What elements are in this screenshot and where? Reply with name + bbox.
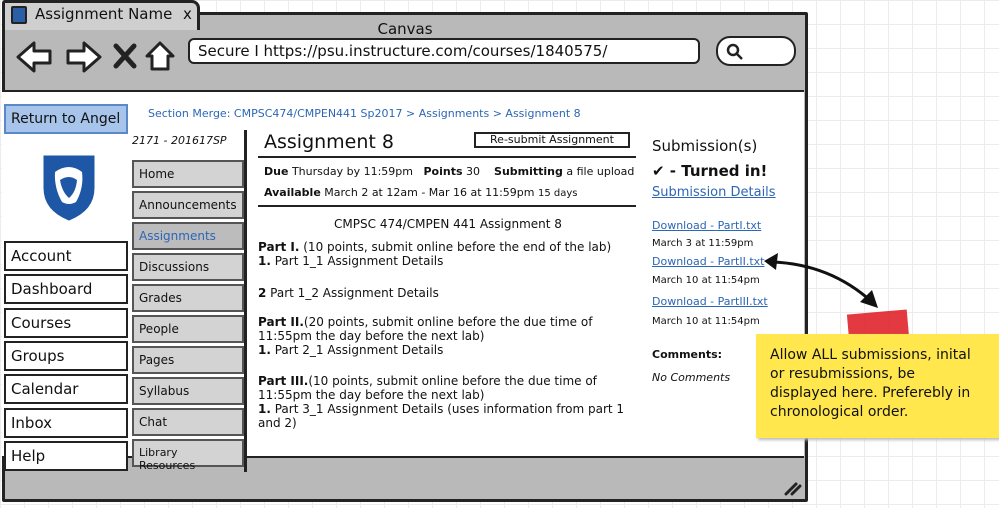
part-2-item-num: 1. [258,343,271,357]
back-arrow-icon[interactable] [16,40,54,74]
nav-groups[interactable]: Groups [4,341,128,371]
part-2-label: Part II. [258,315,304,329]
part-3 [258,374,638,430]
part-1 [258,240,638,268]
window-title: Canvas [377,20,433,38]
due-label: Due [264,165,289,178]
turned-in-status: ✔ - Turned in! [652,162,768,180]
course-nav-syllabus[interactable]: Syllabus [132,377,244,405]
available-value: March 2 at 12am - Mar 16 at 11:59pm [324,186,535,199]
browser-tab[interactable] [2,0,200,30]
resize-grip-icon[interactable] [782,480,802,496]
assignment-available-row [264,186,578,199]
browser-search-field[interactable] [716,36,796,66]
points-value: 30 [466,165,481,178]
submitting-label: Submitting [494,165,563,178]
course-nav-divider [244,130,247,472]
part-3-item: Part 3_1 Assignment Details (uses information from part 1 and 2) [258,402,625,430]
forward-arrow-icon[interactable] [64,40,102,74]
resubmit-assignment-button[interactable]: Re-submit Assignment [474,132,630,148]
comments-label: Comments: [652,348,723,361]
nav-inbox[interactable]: Inbox [4,408,128,438]
url-bar[interactable]: Secure I https://psu.instructure.com/courses/1840575/ [188,38,700,64]
download-part2-date: March 10 at 11:54pm [652,275,760,286]
course-nav-discussions[interactable]: Discussions [132,253,244,281]
search-icon [726,43,744,61]
nav-account[interactable]: Account [4,241,128,271]
part-1-2-num: 2 [258,286,267,300]
course-nav-pages[interactable]: Pages [132,346,244,374]
annotation-arrow [760,250,890,320]
download-part1-link[interactable]: Download - PartI.txt [652,219,762,232]
part-1-label: Part I. [258,240,300,254]
download-part3-link[interactable]: Download - PartIII.txt [652,295,768,308]
title-divider [258,156,636,158]
nav-courses[interactable]: Courses [4,308,128,338]
available-days: 15 days [537,188,578,199]
due-value: Thursday by 11:59pm [291,165,413,178]
download-part3-date: March 10 at 11:54pm [652,316,760,327]
part-1-item: Part 1_1 Assignment Details [270,254,444,268]
stop-icon[interactable] [112,42,138,70]
comments-value: No Comments [652,371,731,384]
term-label: 2171 - 201617SP [132,134,227,147]
tab-close-button[interactable]: x [183,5,192,23]
nav-help[interactable]: Help [4,441,128,471]
part-2 [258,315,638,357]
download-part1-date: March 3 at 11:59pm [652,238,754,249]
home-icon[interactable] [144,40,176,72]
psu-logo-icon [11,6,27,24]
nav-dashboard[interactable]: Dashboard [4,274,128,304]
nav-calendar[interactable]: Calendar [4,374,128,404]
part-1-2 [258,286,638,300]
assignment-heading: CMPSC 474/CMPEN 441 Assignment 8 [334,217,562,231]
course-nav-library-resources[interactable]: Library Resources [132,439,244,467]
part-1-item-num: 1. [258,254,271,268]
assignment-title: Assignment 8 [264,131,394,153]
part-3-item-num: 1. [258,402,271,416]
part-3-label: Part III. [258,374,309,388]
breadcrumb[interactable]: Section Merge: CMPSC474/CMPEN441 Sp2017 > Assignments > Assignment 8 [148,107,581,120]
meta-divider [258,205,636,207]
points-label: Points [423,165,463,178]
psu-shield-icon [30,150,108,224]
tab-title: Assignment Name [35,5,173,23]
return-to-angel-button[interactable]: Return to Angel [4,104,128,134]
part-2-text: (20 points, submit online before the due time of 11:55pm the day before the next lab) [258,315,593,343]
available-label: Available [264,186,321,199]
course-nav-assignments[interactable]: Assignments [132,222,244,250]
submissions-heading: Submission(s) [652,137,758,155]
course-nav-chat[interactable]: Chat [132,408,244,436]
course-nav-announcements[interactable]: Announcements [132,191,244,219]
sticky-note: Allow ALL submissions, inital or resubmissions, be displayed here. Preferebly in chronological order. [756,334,999,438]
part-1-text: (10 points, submit online before the end of the lab) [299,240,612,254]
submitting-value: a file upload [566,165,635,178]
psu-shield-logo [30,150,108,224]
course-nav-home[interactable]: Home [132,160,244,188]
download-part2-link[interactable]: Download - PartII.txt [652,255,765,268]
part-3-text: (10 points, submit online before the due time of 11:55pm the day before the next lab) [258,374,597,402]
part-1-2-item: Part 1_2 Assignment Details [266,286,439,300]
course-nav-grades[interactable]: Grades [132,284,244,312]
part-2-item: Part 2_1 Assignment Details [270,343,444,357]
submission-details-link[interactable]: Submission Details [652,185,776,200]
assignment-meta-row [264,165,634,178]
course-nav-people[interactable]: People [132,315,244,343]
